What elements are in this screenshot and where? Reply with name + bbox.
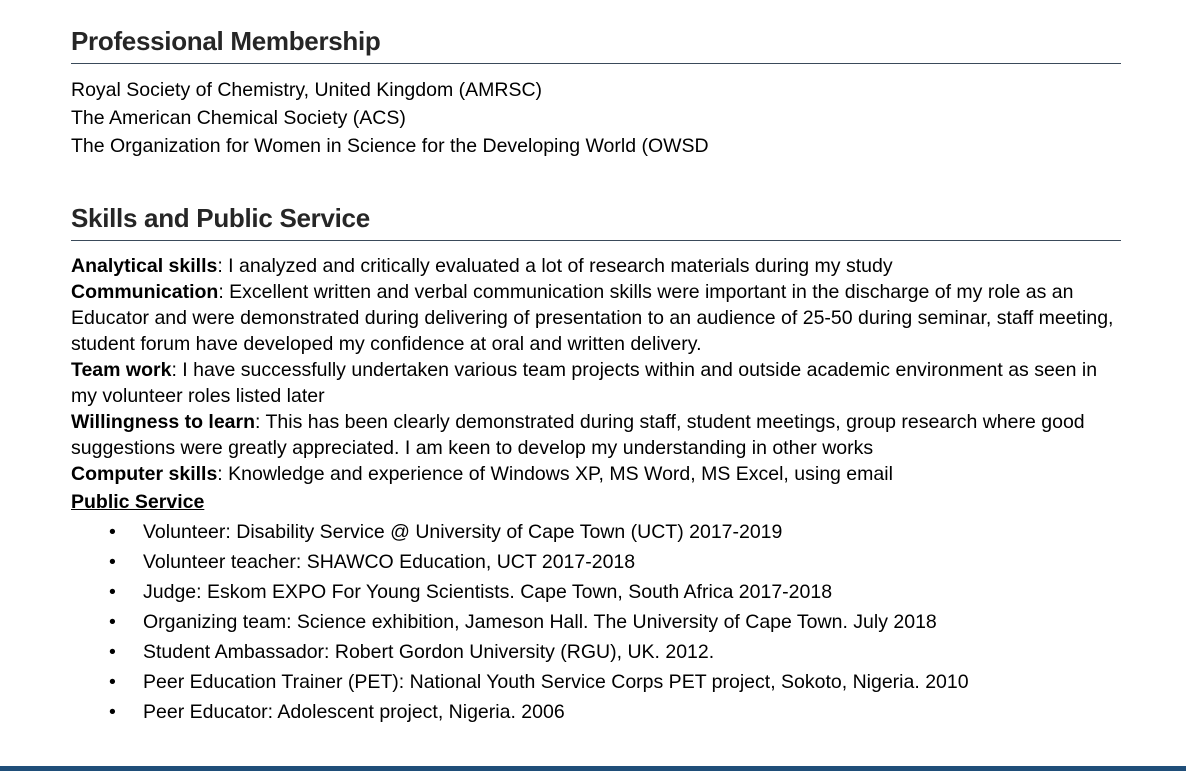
skill-text: : This has been clearly demonstrated during staff, student meetings, group research where good suggestions were greatly appreciated. I am keen to develop my understanding in other works: [71, 411, 1085, 459]
skill-text: : I have successfully undertaken various team projects within and outside academic environment as seen in my volunteer roles listed later: [71, 359, 1098, 407]
membership-item: Royal Society of Chemistry, United Kingdom (AMRSC): [71, 79, 543, 101]
membership-item: The Organization for Women in Science for the Developing World (OWSD: [71, 135, 709, 157]
professional-membership-section: [71, 26, 1121, 160]
list-item-text: Volunteer teacher: SHAWCO Education, UCT 2017-2018: [143, 551, 636, 573]
list-item-text: Student Ambassador: Robert Gordon University (RGU), UK. 2012.: [143, 641, 715, 663]
skill-label: Willingness to learn: [71, 411, 256, 433]
skills-section: [71, 203, 1121, 727]
list-item-text: Peer Education Trainer (PET): National Youth Service Corps PET project, Sokoto, Nigeria. 2010: [143, 671, 969, 693]
skill-item: [71, 461, 1121, 487]
skill-text: : Excellent written and verbal communication skills were important in the discharge of my role as an Educator and were demonstrated during delivering of presentation to an audience of 25-50 during seminar, staff meeting, student forum have developed my confidence at oral and written delivery.: [71, 281, 1114, 355]
section-heading: Skills and Public Service: [71, 203, 1121, 241]
skill-item: [71, 409, 1121, 461]
list-item: [71, 697, 1121, 727]
membership-item: The American Chemical Society (ACS): [71, 107, 406, 129]
bullet-icon: •: [109, 611, 116, 633]
list-item-text: Peer Educator: Adolescent project, Nigeria. 2006: [143, 701, 565, 723]
skill-label: Analytical skills: [71, 255, 218, 277]
bullet-icon: •: [109, 551, 116, 573]
footer-bar: [0, 766, 1186, 771]
bullet-icon: •: [109, 701, 116, 723]
list-item-text: Judge: Eskom EXPO For Young Scientists. Cape Town, South Africa 2017-2018: [143, 581, 833, 603]
bullet-icon: •: [109, 641, 116, 663]
public-service-heading: Public Service: [71, 491, 205, 513]
bullet-icon: •: [109, 521, 116, 543]
list-item: [71, 637, 1121, 667]
skill-label: Team work: [71, 359, 172, 381]
list-item-text: Organizing team: Science exhibition, Jameson Hall. The University of Cape Town. July 2018: [143, 611, 937, 633]
public-service-list: [71, 517, 1121, 727]
list-item: [71, 517, 1121, 547]
bullet-icon: •: [109, 581, 116, 603]
skill-text: : Knowledge and experience of Windows XP, MS Word, MS Excel, using email: [217, 463, 893, 485]
list-item: [71, 577, 1121, 607]
section-heading: Professional Membership: [71, 26, 1121, 64]
list-item: [71, 607, 1121, 637]
list-item: [71, 667, 1121, 697]
list-item-text: Volunteer: Disability Service @ University of Cape Town (UCT) 2017-2019: [143, 521, 783, 543]
skill-label: Computer skills: [71, 463, 218, 485]
skill-text: : I analyzed and critically evaluated a lot of research materials during my study: [217, 255, 893, 277]
skill-item: [71, 279, 1121, 357]
skill-item: [71, 253, 1121, 279]
skill-item: [71, 357, 1121, 409]
bullet-icon: •: [109, 671, 116, 693]
list-item: [71, 547, 1121, 577]
skill-label: Communication: [71, 281, 219, 303]
